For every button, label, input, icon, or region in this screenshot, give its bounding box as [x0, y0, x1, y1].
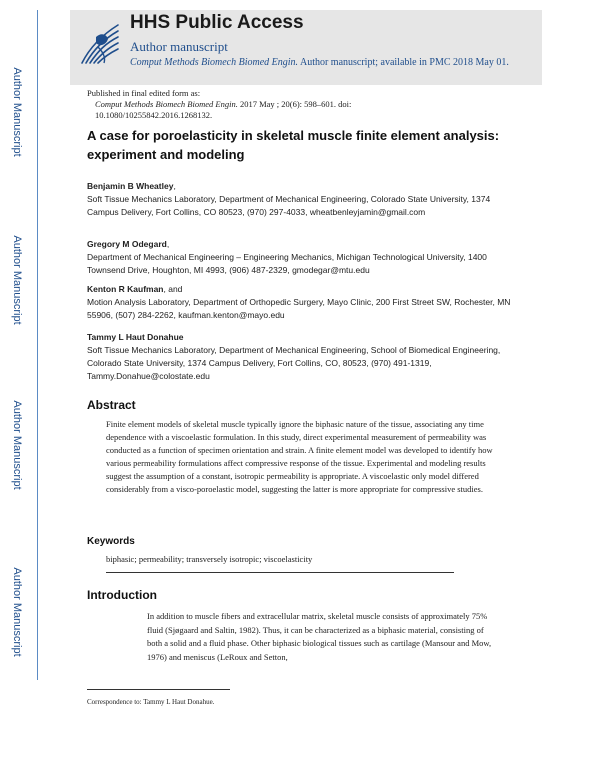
side-label: Author Manuscript: [11, 67, 23, 157]
introduction-text: In addition to muscle fibers and extracellular matrix, skeletal muscle consists of approximately 75% fluid (Sjøgaard and Saltin, 1982). Thus, it can be characterized as a biphasic material, consisting of both a solid and a fluid phase. Other biphasic biological tissues such as cartilage (Mansour and Mow, 1976) and meniscus (LeRoux and Setton,: [147, 611, 492, 662]
keywords-text: biphasic; permeability; transversely isotropic; viscoelasticity: [106, 554, 313, 564]
abstract-heading: Abstract: [87, 398, 136, 412]
footnote-divider: [87, 689, 230, 690]
divider: [106, 572, 454, 573]
publication-info: Published in final edited form as: Comput Methods Biomech Biomed Engin. 2017 May ; 20(6): 598–601. doi: 10.1080/10255842.2016.1268132.: [87, 88, 352, 120]
side-label: Author Manuscript: [11, 235, 23, 325]
author-manuscript-label: Author manuscript: [130, 39, 228, 54]
journal-availability: Comput Methods Biomech Biomed Engin. Author manuscript; available in PMC 2018 May 01.: [130, 57, 509, 68]
correspondence-footnote: Correspondence to: Tammy L Haut Donahue.: [87, 698, 215, 706]
abstract-text: Finite element models of skeletal muscle typically ignore the biphasic nature of the tissue, associating any time dependence with a viscoelastic formulation. In this study, direct experimental measurement of permeability was conducted as a function of specimen orientation and strain. A finite element model was developed to identify how various permeability formulations affect compressive response of the tissue. Experimental and modeling results suggest the assumption of a constant, isotropic permeability is appropriate. A viscoelastic only model differed considerably from a visco-poroelastic model, suggesting the latter is more appropriate for compressive studies.: [106, 419, 493, 494]
hhs-eagle-logo-icon: [76, 17, 124, 69]
author-block: Benjamin B Wheatley, Soft Tissue Mechanics Laboratory, Department of Mechanical Engineering, Colorado State University, 1374 Campus Delivery, Fort Collins, CO 80523, (970) 297-4033, wheatbenleyjamin@gmail.com: [87, 181, 491, 217]
side-label: Author Manuscript: [11, 400, 23, 490]
side-label: Author Manuscript: [11, 567, 23, 657]
introduction-heading: Introduction: [87, 588, 157, 602]
author-block: Kenton R Kaufman, and Motion Analysis Laboratory, Department of Orthopedic Surgery, Mayo Clinic, 200 First Street SW, Rochester, MN 55906, (507) 284-2262, kaufman.kenton@mayo.edu: [87, 284, 511, 320]
author-block: Tammy L Haut Donahue Soft Tissue Mechanics Laboratory, Department of Mechanical Engineering, School of Biomedical Engineering, Colorado State University, 1374 Campus Delivery, Fort Collins, CO, 80523, (970) 491-1319, Tammy.Donahue@colostate.edu: [87, 332, 501, 381]
hhs-public-access-title: HHS Public Access: [130, 12, 304, 33]
margin-rule: [37, 10, 38, 680]
author-block: Gregory M Odegard, Department of Mechanical Engineering – Engineering Mechanics, Michigan Technological University, 1400 Townsend Drive, Houghton, MI 4993, (906) 487-2329, gmodegar@mtu.edu: [87, 239, 487, 275]
paper-title: A case for poroelasticity in skeletal muscle finite element analysis: experiment and modeling: [87, 128, 500, 162]
keywords-heading: Keywords: [87, 536, 135, 547]
